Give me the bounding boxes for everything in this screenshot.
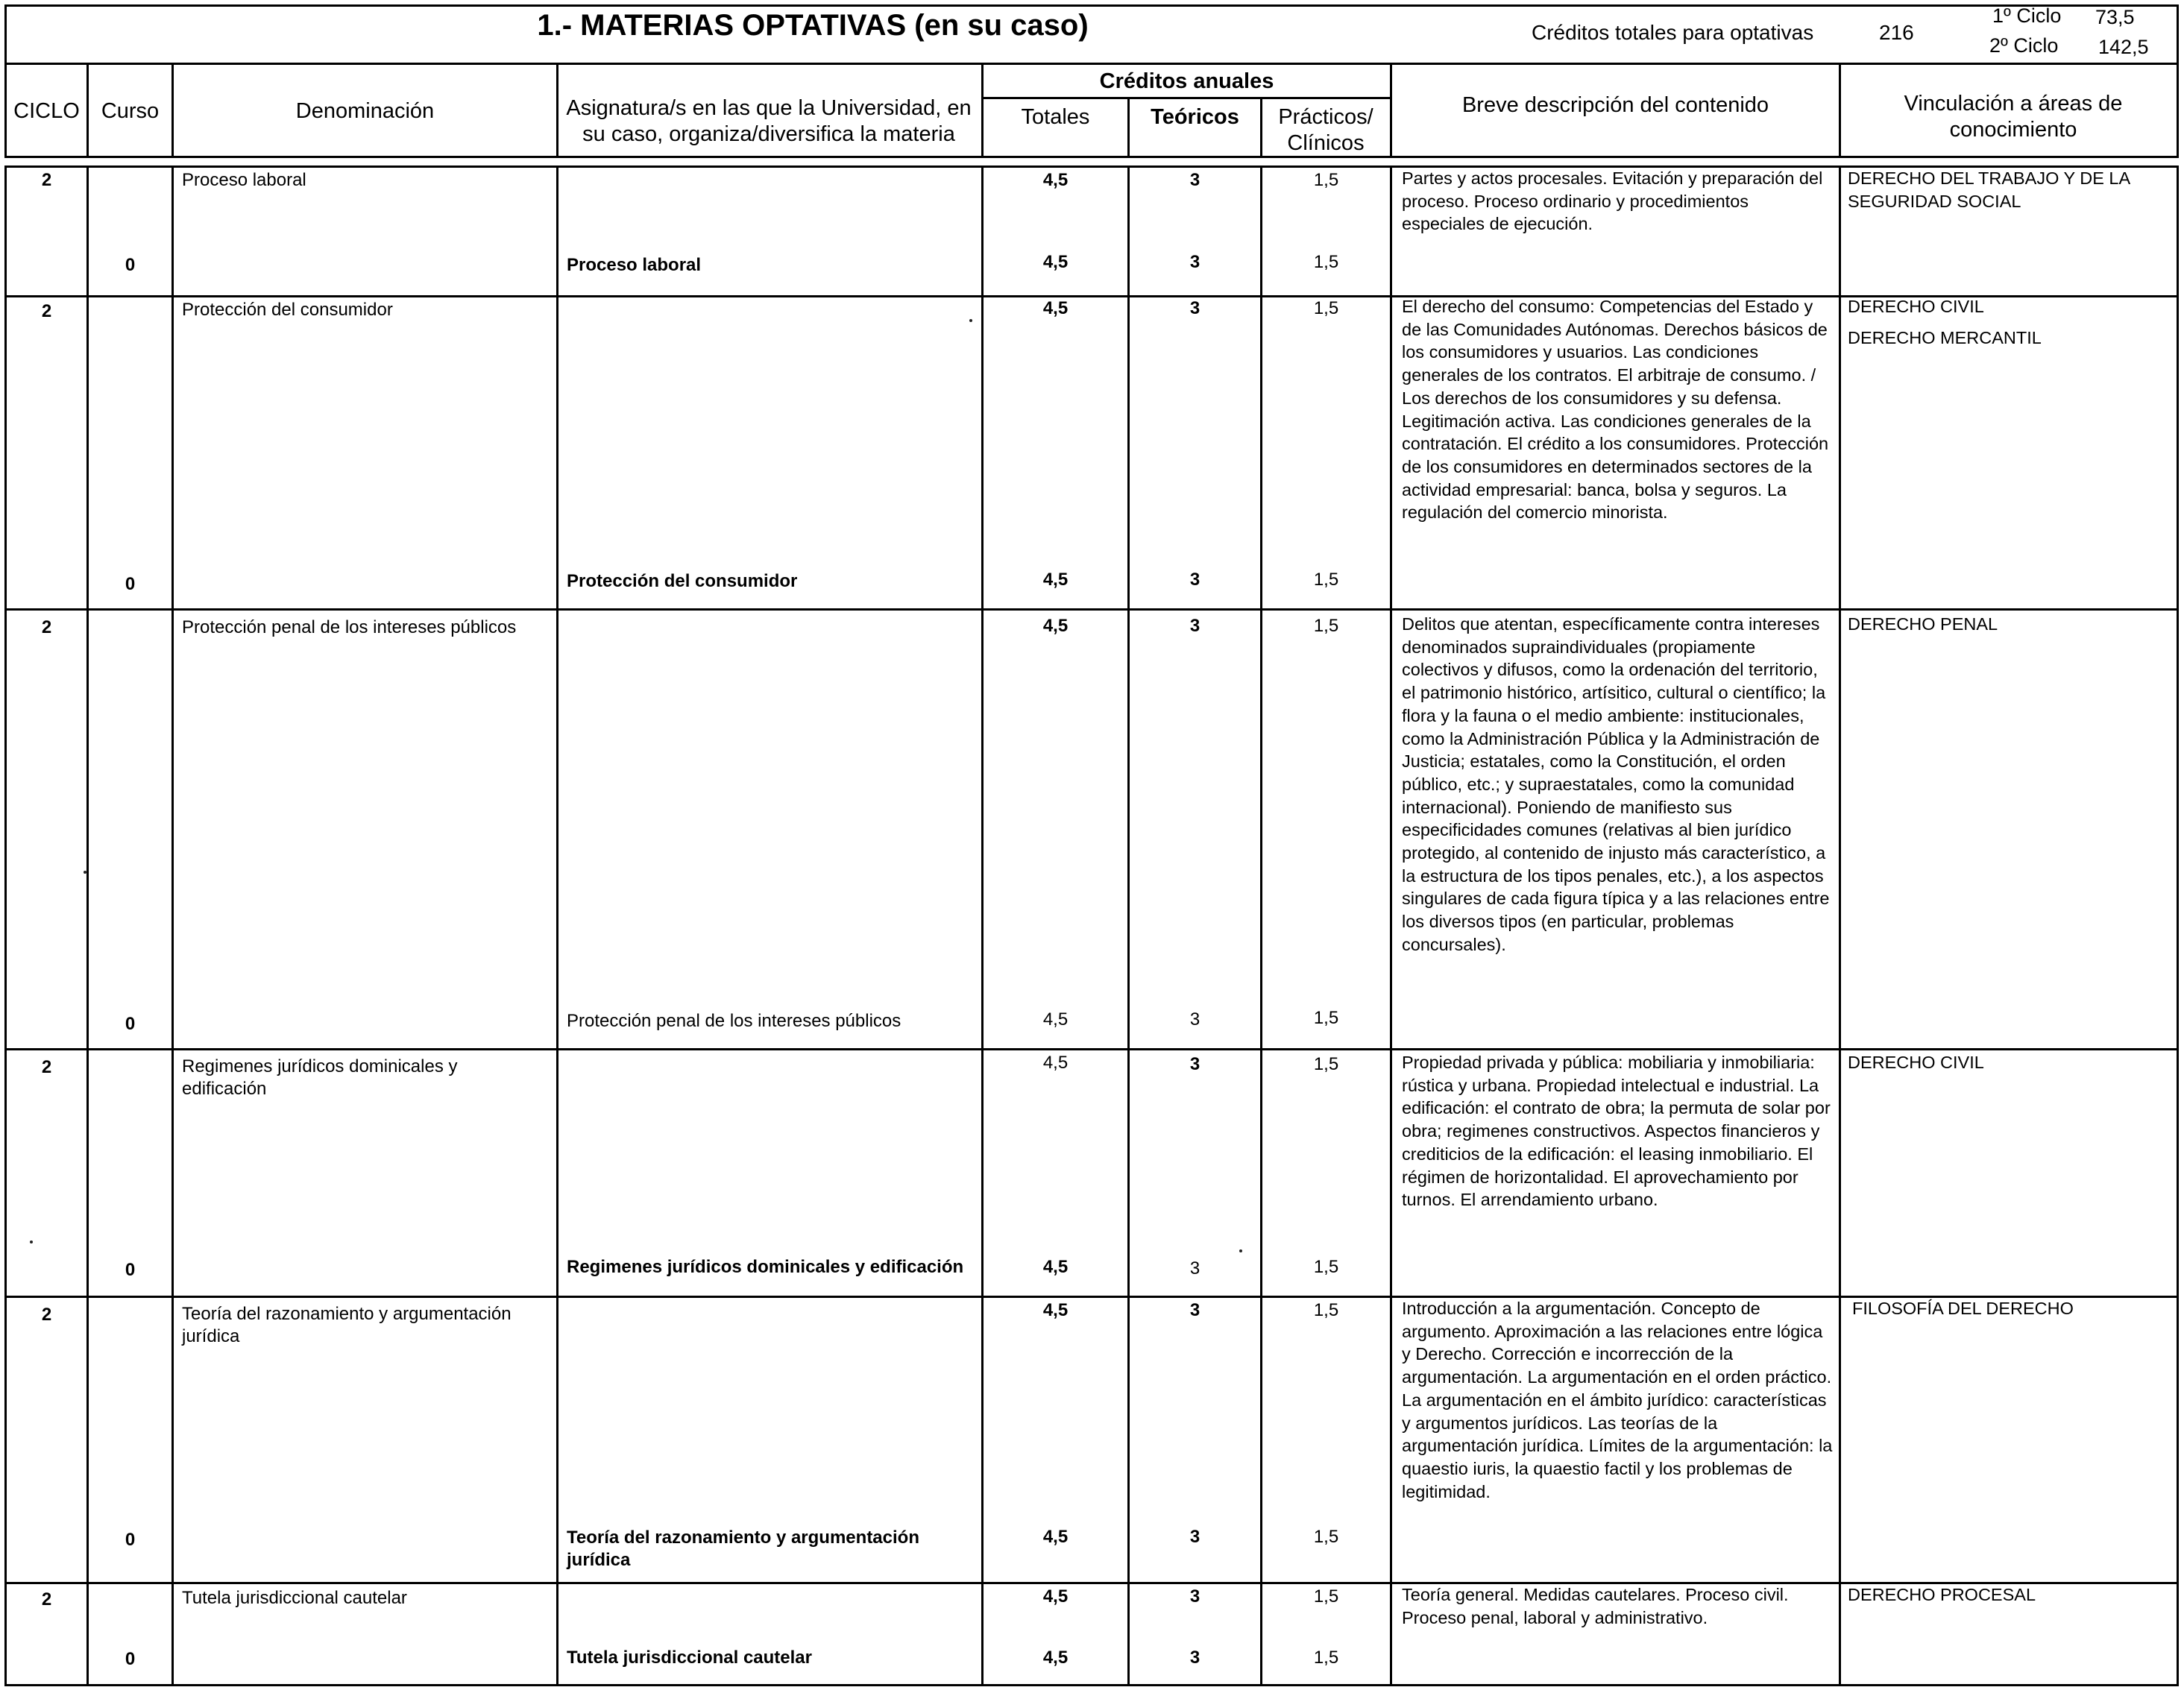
sub-practicos: 1,5	[1313, 1257, 1339, 1277]
row-totales: 4,5	[1042, 616, 1069, 636]
sub-asignatura: Teoría del razonamiento y argumentación jurídica	[567, 1528, 919, 1570]
row-totales: 4,5	[1042, 298, 1069, 318]
ciclo1-value: 73,5	[2095, 6, 2135, 28]
sub-asignatura: Proceso laboral	[567, 255, 702, 275]
row-denominacion: Protección penal de los intereses públicos	[182, 617, 517, 637]
creditos-total: 216	[1879, 21, 1914, 44]
page-title: 1.- MATERIAS OPTATIVAS (en su caso)	[537, 9, 1089, 42]
scan-speck	[969, 319, 972, 322]
col-teoricos: Teóricos	[1151, 105, 1239, 129]
sub-practicos: 1,5	[1313, 1008, 1339, 1028]
sub-totales: 4,5	[1042, 1009, 1069, 1030]
scan-speck	[1239, 1249, 1242, 1252]
row-teoricos: 3	[1189, 1054, 1200, 1074]
sub-practicos: 1,5	[1313, 570, 1339, 590]
row-ciclo: 2	[41, 1057, 52, 1077]
row-denominacion: Teoría del razonamiento y argumentación jurídica	[182, 1304, 512, 1346]
sub-totales: 4,5	[1042, 1257, 1069, 1277]
row-area: DERECHO CIVIL	[1848, 297, 1984, 316]
row-practicos: 1,5	[1313, 1054, 1339, 1074]
col-creditos-anuales: Créditos anuales	[1099, 69, 1274, 93]
body-table	[4, 165, 2179, 1686]
row-area: FILOSOFÍA DEL DERECHO	[1852, 1299, 2074, 1318]
sub-curso: 0	[125, 1260, 136, 1280]
row-totales: 4,5	[1042, 1586, 1069, 1607]
row-denominacion: Protección del consumidor	[182, 300, 393, 320]
row-practicos: 1,5	[1313, 298, 1339, 318]
scan-speck	[84, 871, 86, 874]
row-ciclo: 2	[41, 170, 52, 190]
ciclo2-label: 2º Ciclo	[1989, 34, 2059, 57]
row-descripcion: Delitos que atentan, específicamente contra intereses denominados supraindividuales (propiamente colectivos y difusos, como la ordenación del territorio, el patrimonio histórico, artísitico, cultural o científico; la flora y la fauna o el medio ambiente: institucionales, como la Administración Pública y la Administración de Justicia; estatales, como la Constitución, el orden público, etc.; y supraestatales, como la comunidad internacional). Poniendo de manifiesto sus especificidades comunes (relativas al bien jurídico protegido, al contenido de injusto más característico, a la estructura de los tipos penales, etc.), a los aspectos singulares de cada figura típica y a las relaciones entre los diversos tipos (en particular, problemas concursales).	[1402, 614, 1830, 954]
row-descripcion: Teoría general. Medidas cautelares. Proceso civil. Proceso penal, laboral y administrativo.	[1402, 1585, 1789, 1627]
sub-asignatura: Protección del consumidor	[567, 571, 798, 591]
row-area: DERECHO PROCESAL	[1848, 1585, 2036, 1604]
sub-practicos: 1,5	[1313, 252, 1339, 272]
sub-totales: 4,5	[1042, 252, 1069, 272]
sub-curso: 0	[125, 255, 136, 275]
sub-teoricos: 3	[1189, 1527, 1200, 1547]
row-ciclo: 2	[41, 301, 52, 321]
row-ciclo: 2	[41, 1305, 52, 1325]
col-vinculacion: Vinculación a áreas de conocimiento	[1904, 92, 2123, 142]
sub-asignatura: Regimenes jurídicos dominicales y edificación	[567, 1257, 964, 1277]
row-teoricos: 3	[1189, 170, 1200, 190]
row-denominacion: Proceso laboral	[182, 170, 306, 190]
col-totales: Totales	[1021, 105, 1090, 129]
row-descripcion: Propiedad privada y pública: mobiliaria y inmobiliaria: rústica y urbana. Propiedad intelectual e industrial. La edificación: el contrato de obra; la permuta de solar por obra; regimenes constructivos. Aspectos financieros y crediticios de la edificación: el leasing inmobiliario. El régimen de horizontalidad. El aprovechamiento por turnos. El arrendamiento urbano.	[1402, 1053, 1831, 1210]
sub-asignatura: Protección penal de los intereses públicos	[567, 1011, 901, 1031]
sub-totales: 4,5	[1042, 570, 1069, 590]
row-descripcion: Partes y actos procesales. Evitación y preparación del proceso. Proceso ordinario y procedimientos especiales de ejecución.	[1402, 168, 1823, 234]
sub-totales: 4,5	[1042, 1648, 1069, 1668]
sub-curso: 0	[125, 1014, 136, 1034]
sub-practicos: 1,5	[1313, 1527, 1339, 1547]
sub-teoricos: 3	[1189, 1009, 1200, 1030]
row-totales: 4,5	[1042, 1300, 1069, 1320]
row-teoricos: 3	[1189, 616, 1200, 636]
col-descripcion: Breve descripción del contenido	[1461, 93, 1769, 117]
creditos-label: Créditos totales para optativas	[1532, 21, 1814, 44]
row-area: DERECHO CIVIL	[1848, 1053, 1984, 1072]
col-asignatura: Asignatura/s en las que la Universidad, en su caso, organiza/diversifica la materia	[566, 96, 972, 146]
row-ciclo: 2	[41, 1589, 52, 1610]
row-teoricos: 3	[1189, 298, 1200, 318]
col-denominacion: Denominación	[295, 99, 435, 123]
col-curso: Curso	[101, 99, 160, 123]
sub-curso: 0	[125, 1649, 136, 1669]
ciclo1-label: 1º Ciclo	[1992, 4, 2062, 27]
row-area: DERECHO PENAL	[1848, 614, 1998, 634]
row-totales: 4,5	[1042, 170, 1069, 190]
sub-curso: 0	[125, 574, 136, 594]
col-practicos: Prácticos/ Clínicos	[1278, 105, 1373, 155]
col-ciclo: CICLO	[13, 99, 80, 123]
scan-speck	[30, 1240, 33, 1243]
row-practicos: 1,5	[1313, 170, 1339, 190]
row-teoricos: 3	[1189, 1300, 1200, 1320]
sub-totales: 4,5	[1042, 1527, 1069, 1547]
sub-teoricos: 3	[1189, 570, 1200, 590]
sub-curso: 0	[125, 1530, 136, 1550]
sub-teoricos: 3	[1189, 1648, 1200, 1668]
row-area: DERECHO DEL TRABAJO Y DE LA SEGURIDAD SOCIAL	[1848, 168, 2130, 211]
header-divider	[4, 63, 2179, 65]
row-totales: 4,5	[1042, 1053, 1069, 1073]
row-descripcion: Introducción a la argumentación. Concepto de argumento. Aproximación a las relaciones entre lógica y Derecho. Corrección e incorrección de la argumentación. La argumentación en el orden práctico. La argumentación en el ámbito jurídico: características y argumentos jurídicos. Las teorías de la argumentación jurídica. Límites de la argumentación: la quaestio iuris, la quaestio factil y los problemas de legitimidad.	[1402, 1299, 1833, 1501]
row-ciclo: 2	[41, 617, 52, 637]
row-practicos: 1,5	[1313, 1300, 1339, 1320]
row-denominacion: Tutela jurisdiccional cautelar	[182, 1588, 407, 1608]
row-practicos: 1,5	[1313, 1586, 1339, 1607]
row-practicos: 1,5	[1313, 616, 1339, 636]
ciclo2-value: 142,5	[2098, 36, 2149, 58]
row-teoricos: 3	[1189, 1586, 1200, 1607]
sub-teoricos: 3	[1189, 252, 1200, 272]
row-area: DERECHO MERCANTIL	[1848, 328, 2042, 347]
row-descripcion: El derecho del consumo: Competencias del Estado y de las Comunidades Autónomas. Derechos básicos de los consumidores y usuarios. Las condiciones generales de los contratos. El arbitraje de consumo. / Los derechos de los consumidores y su defensa. Legitimación activa. Las condiciones generales de la contratación. El crédito a los consumidores. Protección de los consumidores en determinados sectores de la actividad empresarial: banca, bolsa y seguros. La regulación del comercio minorista.	[1402, 297, 1829, 523]
sub-asignatura: Tutela jurisdiccional cautelar	[567, 1648, 812, 1668]
sub-teoricos: 3	[1189, 1258, 1200, 1279]
row-denominacion: Regimenes jurídicos dominicales y edificación	[182, 1056, 458, 1099]
sub-practicos: 1,5	[1313, 1648, 1339, 1668]
